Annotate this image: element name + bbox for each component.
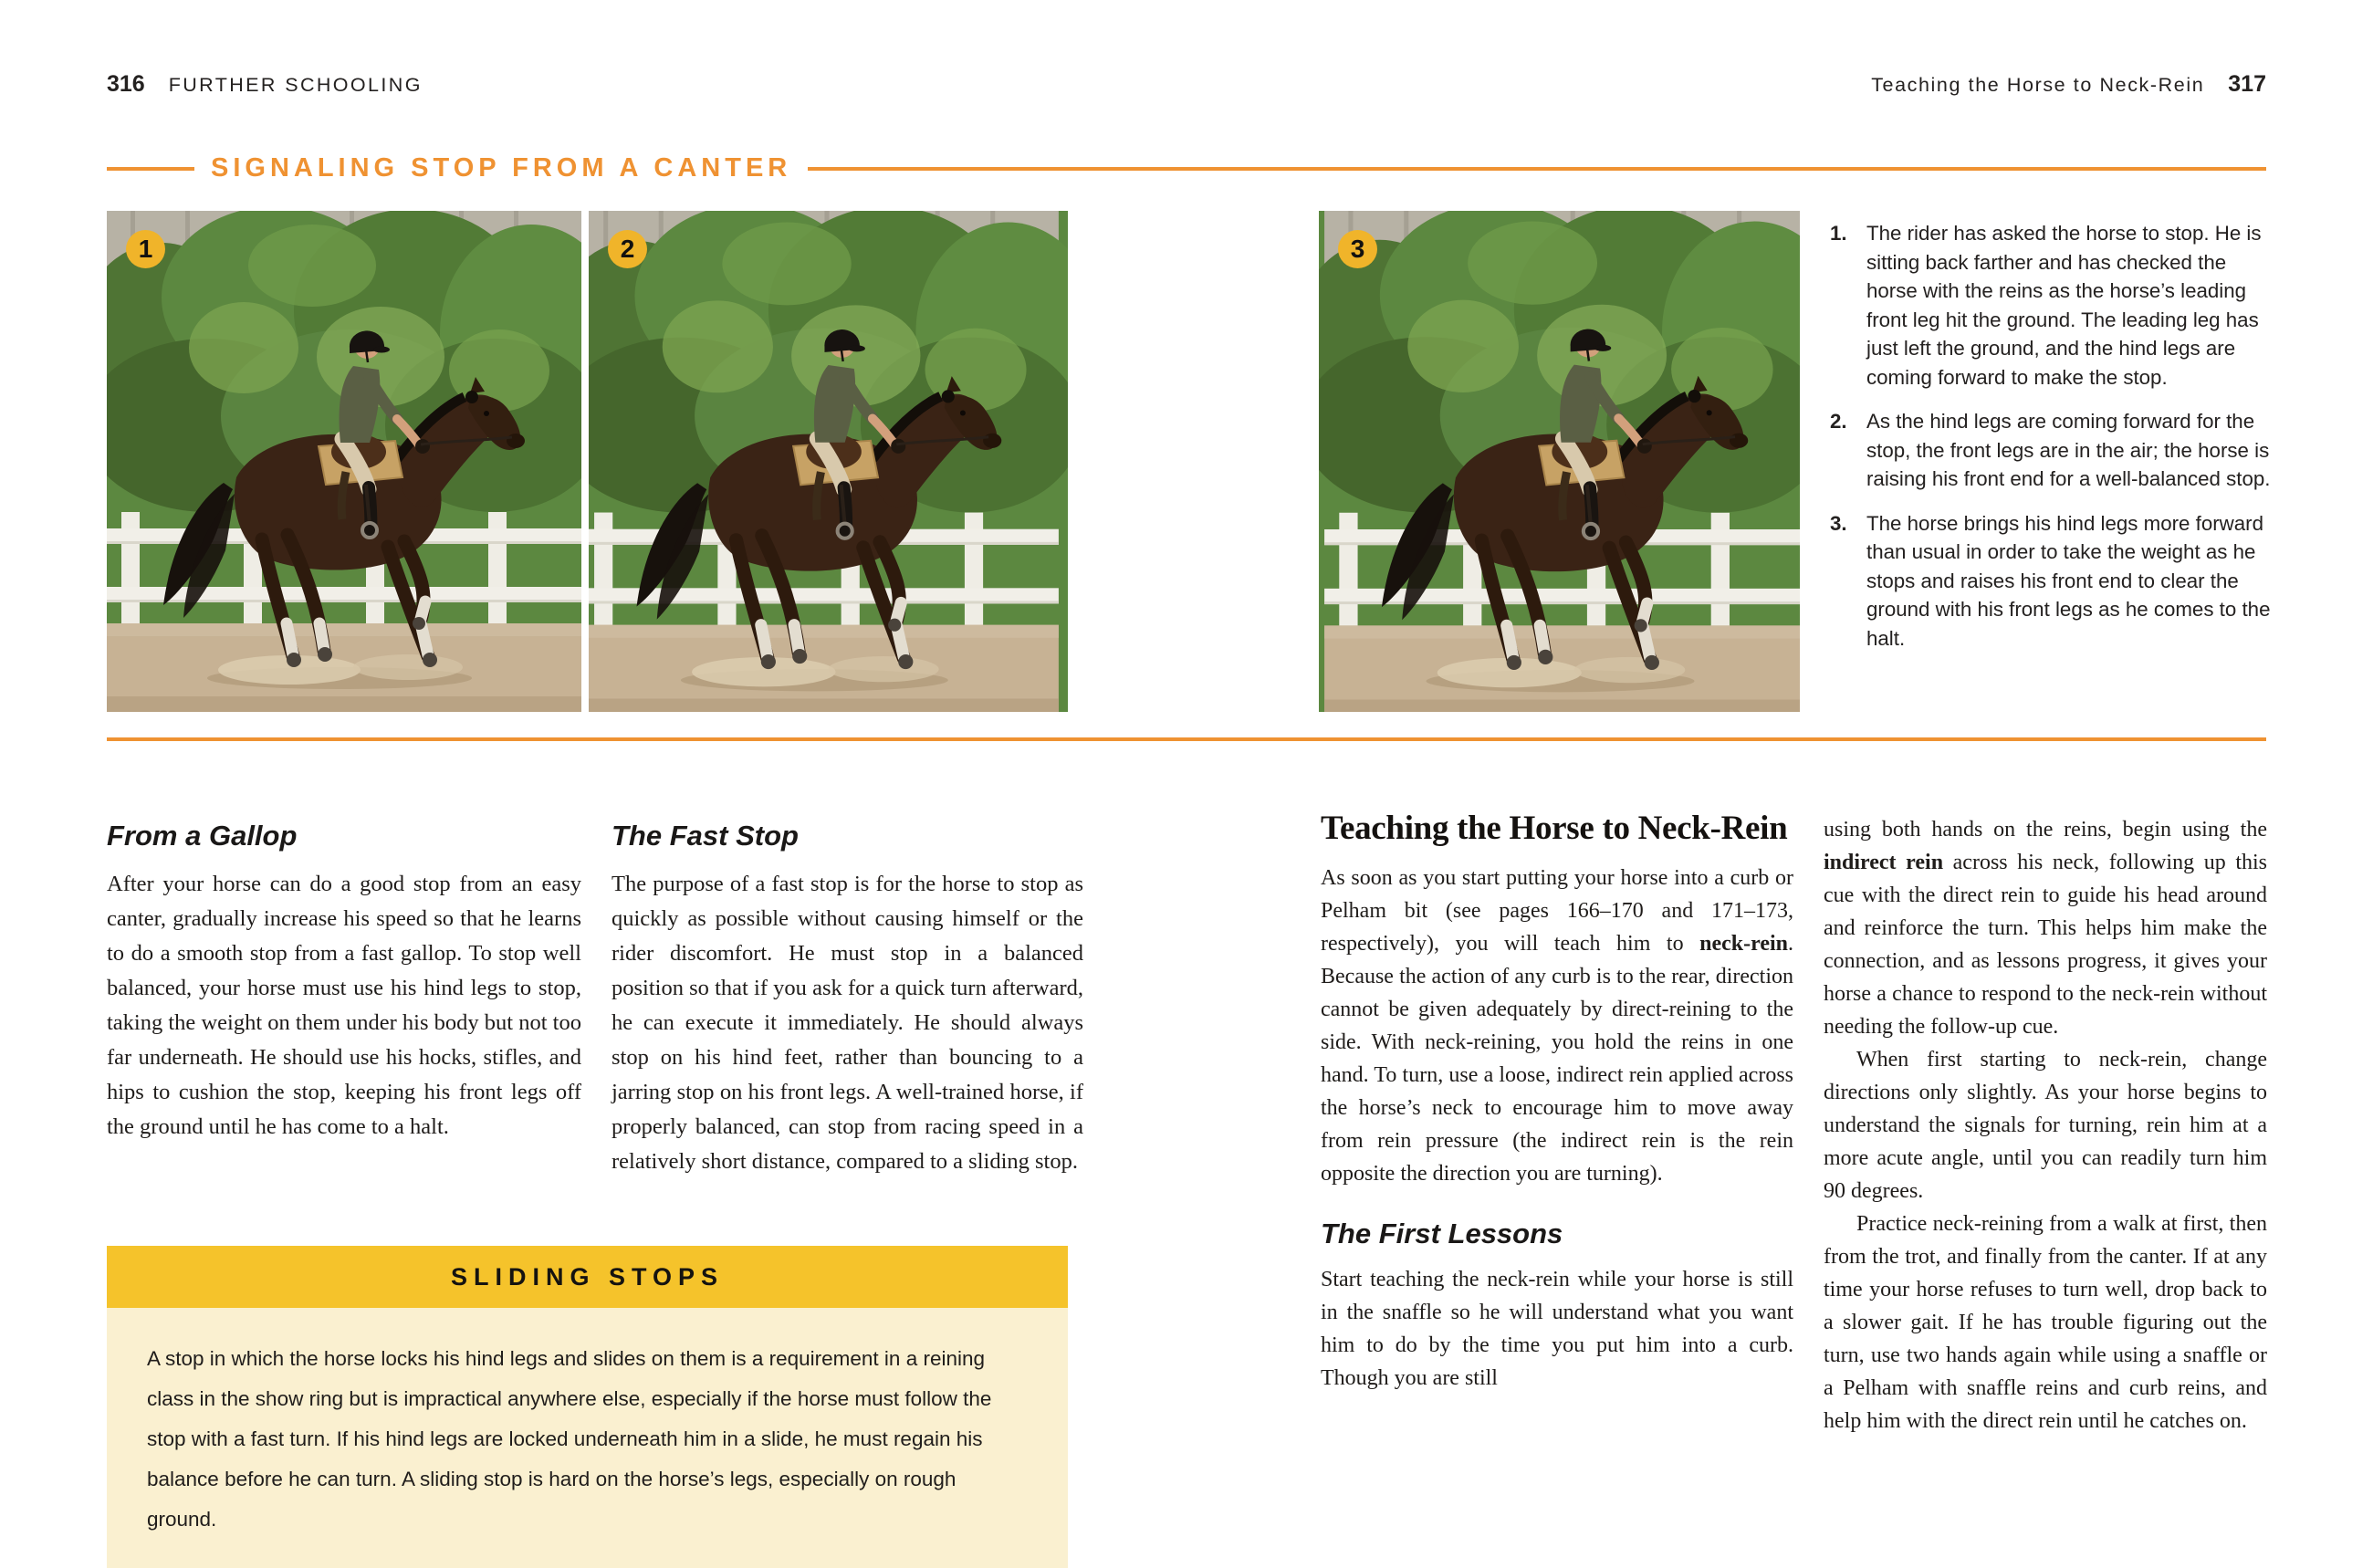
neck-rein-paragraph-1 — [1321, 862, 1793, 1190]
fast-stop-body: The purpose of a fast stop is for the horse to stop as quickly as possible without causing himself or the rider discomfort. He must stop in a balanced position so that if you ask for a quick turn afterward, he can execute it immediately. He should always stop on his hind feet, rather than bouncing to a jarring stop on his front legs. A well-trained horse, if properly balanced, can stop from racing speed in a relatively short distance, compared to a sliding stop. — [612, 872, 1083, 1174]
article-from-a-gallop — [107, 820, 581, 1145]
first-lessons-body: Start teaching the neck-rein while your horse is still in the snaffle so he will understand what you want him to do by the time you put him into a curb. Though you are still — [1321, 1268, 1793, 1390]
horse-photo-illustration — [107, 211, 581, 712]
photo-canter-step-2 — [589, 211, 1068, 712]
fast-stop-heading: The Fast Stop — [612, 820, 799, 852]
photo-canter-step-3 — [1319, 211, 1800, 712]
first-lessons-heading: The First Lessons — [1321, 1218, 1563, 1249]
page-number-right: 317 — [2228, 71, 2266, 97]
sliding-stops-title: SLIDING STOPS — [450, 1262, 725, 1291]
photo-captions-list — [1830, 219, 2283, 668]
from-a-gallop-heading: From a Gallop — [107, 820, 298, 852]
continuation-paragraph-3: Practice neck-reining from a walk at first, then from the trot, and finally from the canter. If at any time your horse refuses to turn well, drop back to a slower gait. If he has trouble figuring out the turn, use two hands again while using a snaffle or a Pelham with snaffle reins and curb reins, and help him with the direct rein until he catches on. — [1824, 1212, 2267, 1433]
photo-feature-heading — [107, 153, 2266, 183]
caption-text: As the hind legs are coming forward for the stop, the front legs are in the air; the horse is raising his front end for a well-balanced stop. — [1866, 410, 2271, 490]
running-head-right-title: Teaching the Horse to Neck-Rein — [1871, 74, 2205, 96]
photo-feature-title: SIGNALING STOP FROM A CANTER — [211, 153, 792, 183]
neck-rein-p1-start: As soon as you start putting your horse into a curb or Pelham bit (see pages 166–170 and 171–173, respectively), you will teach him to — [1321, 866, 1793, 956]
from-a-gallop-body: After your horse can do a good stop from an easy canter, gradually increase his speed so that he learns to do a smooth stop from a fast gallop. To stop well balanced, your horse must use his hind legs to stop, taking the weight on them under his body but not too far underneath. He should use his hocks, stifles, and hips to cushion the stop, keeping his front legs off the ground until he has come to a halt. — [107, 872, 581, 1139]
running-head-right — [1871, 71, 2266, 98]
continuation-p1-end: across his neck, following up this cue with the direct rein to guide his head around and reinforce the turn. This helps him make the connection, and as lessons progress, it gives your horse a chance to respond to the neck-rein without needing the follow-up cue. — [1824, 851, 2267, 1039]
photo-number-badge: 2 — [608, 230, 647, 268]
photo-canter-step-1 — [107, 211, 581, 712]
caption-number: 2. — [1830, 410, 1847, 433]
continuation-paragraph-2: When first starting to neck-rein, change directions only slightly. As your horse begins to understand the signals for turning, rein him at a more acute angle, until you can readily turn him 90 degrees. — [1824, 1048, 2267, 1203]
caption-item-2 — [1830, 407, 2283, 494]
caption-number: 1. — [1830, 222, 1847, 245]
photo-number-badge: 1 — [126, 230, 165, 268]
article-neck-rein — [1321, 809, 1793, 1395]
sliding-stops-body: A stop in which the horse locks his hind legs and slides on them is a requirement in a reining class in the show ring but is impractical anywhere else, especially if the horse must follow the stop with a fast turn. If his hind legs are locked underneath him in a slide, he must regain his balance before he can turn. A sliding stop is hard on the horse’s legs, especially on rough ground. — [107, 1308, 1068, 1568]
neck-rein-bold-term: neck-rein — [1699, 932, 1788, 956]
continuation-p1-start: using both hands on the reins, begin using the — [1824, 818, 2267, 841]
sliding-stops-box — [107, 1246, 1068, 1568]
sliding-stops-box-header — [107, 1246, 1068, 1308]
running-head-left-title: FURTHER SCHOOLING — [168, 74, 423, 96]
heading-rule-right — [808, 167, 2266, 171]
caption-text: The rider has asked the horse to stop. He is sitting back farther and has checked the horse with the reins as the horse’s leading front leg hit the ground. The leading leg has just left the ground, and the hind legs are coming forward to make the stop. — [1866, 222, 2262, 389]
neck-rein-heading: Teaching the Horse to Neck-Rein — [1321, 810, 1788, 847]
horse-photo-illustration — [1319, 211, 1800, 712]
article-the-fast-stop — [612, 820, 1083, 1179]
section-divider-rule — [107, 737, 2266, 741]
article-neck-rein-continuation — [1824, 813, 2267, 1437]
indirect-rein-bold-term: indirect rein — [1824, 851, 1944, 874]
photo-number-badge: 3 — [1338, 230, 1377, 268]
caption-text: The horse brings his hind legs more forward than usual in order to take the weight as he stops and raises his front end to clear the ground with his front legs as he comes to the halt. — [1866, 511, 2271, 650]
page-number-left: 316 — [107, 71, 145, 97]
running-head-left — [107, 71, 423, 98]
neck-rein-p1-end: . Because the action of any curb is to the rear, direction cannot be given adequately by direct-reining to the side. With neck-reining, you hold the reins in one hand. To turn, use a loose, indirect rein applied across the horse’s neck to encourage him to move away from rein pressure (the indirect rein is the rein opposite the direction you are turning). — [1321, 932, 1793, 1186]
caption-item-1 — [1830, 219, 2283, 392]
caption-item-3 — [1830, 509, 2283, 653]
horse-photo-illustration — [589, 211, 1068, 712]
caption-number: 3. — [1830, 511, 1847, 535]
heading-rule-left — [107, 167, 194, 171]
continuation-paragraph-1 — [1824, 813, 2267, 1043]
